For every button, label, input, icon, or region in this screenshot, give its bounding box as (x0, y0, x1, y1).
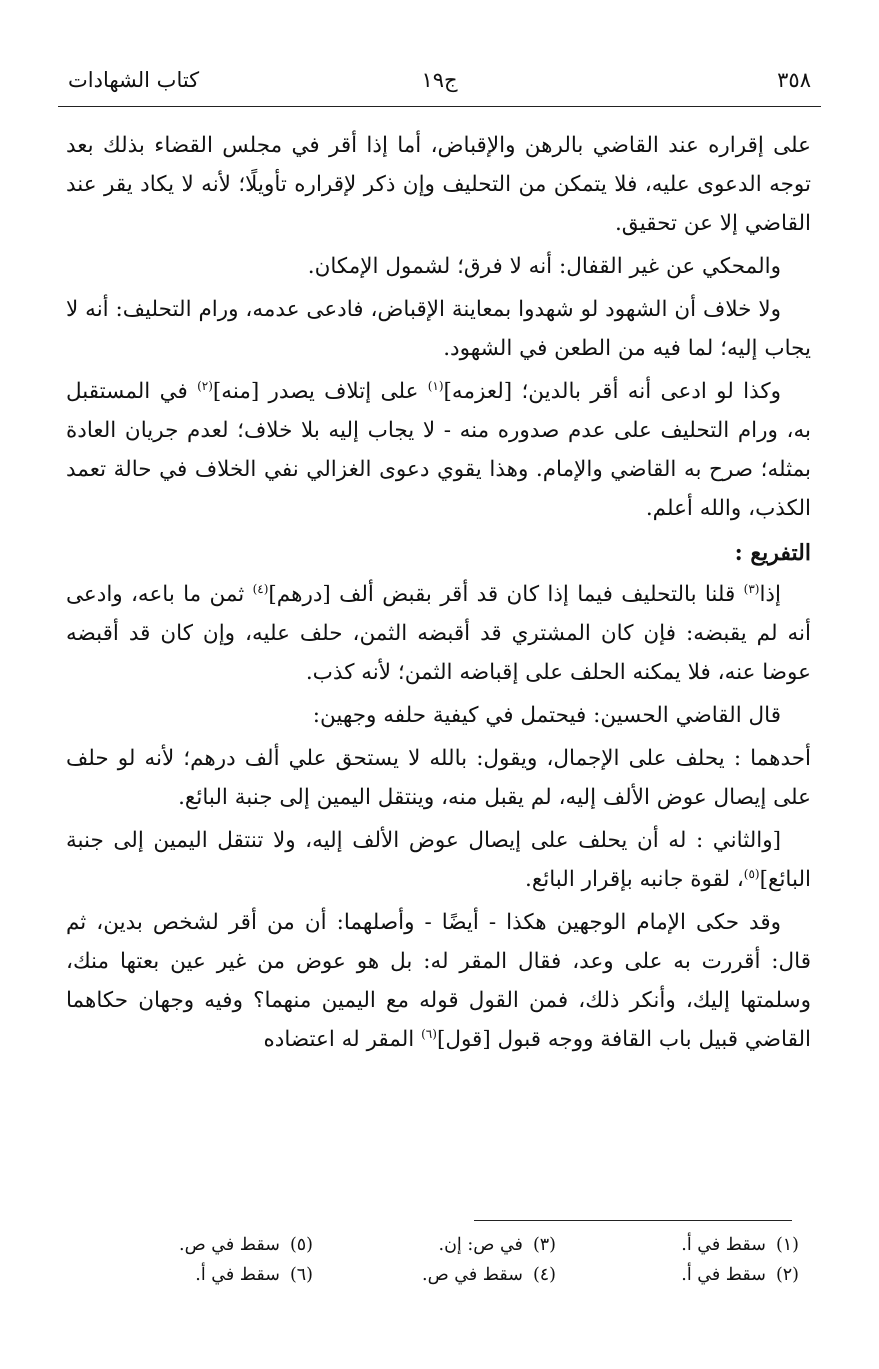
text-run: ثمن ما باعه، وادعى أنه لم يقبضه: فإن كان المشتري قد أقبضه الثمن، حلف عليه، وإن كان قد أقبضه عوضا عنه، فلا يمكنه الحلف على إقباضه الثمن؛ لأنه كذب. (66, 582, 811, 685)
footnote-ref-2[interactable]: (٢) (197, 378, 213, 393)
footnote-ref-1[interactable]: (١) (427, 378, 444, 393)
footnote-number: (٥) (289, 1235, 313, 1255)
paragraph-3: ولا خلاف أن الشهود لو شهدوا بمعاينة الإقباض، فادعى عدمه، ورام التحليف: أنه لا يجاب إليه؛ لما فيه من الطعن في الشهود. (66, 297, 811, 361)
footnote-item (556, 1230, 799, 1260)
section-heading: التفريع : (734, 540, 811, 566)
text-run: وقد حكى الإمام الوجهين هكذا - أيضًا - وأصلهما: أن من أقر لشخص بدين، ثم قال: أقررت به على وعد، فقال المقر له: بل هو عوض من غير عين بعتها منك، وسلمتها إليك، وأنكر ذلك، فمن القول قوله مع اليمين منهما؟ وفيه وجهان حكاهما القاضي قبيل باب القافة ووجه قبول [قول] (66, 910, 811, 1052)
text-run: على إتلاف يصدر [منه] (212, 379, 428, 404)
paragraph-4 (66, 372, 811, 528)
footnote-text: في ص: إن. (438, 1235, 523, 1255)
page-number: ٣٥٨ (777, 68, 811, 92)
paragraph-8 (66, 821, 811, 899)
header-rule (58, 106, 821, 107)
book-title: كتاب الشهادات (68, 68, 200, 92)
paragraph-9 (66, 903, 811, 1059)
text-run: المقر له اعتضاده (263, 1027, 422, 1052)
footnote-text: سقط في ص. (179, 1235, 280, 1255)
footnote-item (70, 1260, 313, 1290)
footnote-rule (474, 1220, 792, 1221)
text-run: ، لقوة جانبه بإقرار البائع. (525, 867, 744, 892)
footnote-ref-4[interactable]: (٤) (252, 581, 269, 596)
footnote-text: سقط في ص. (422, 1265, 523, 1285)
footnote-ref-6[interactable]: (٦) (421, 1026, 437, 1041)
volume-label: ج١٩ (421, 68, 458, 92)
footnote-item (70, 1230, 313, 1260)
text-run: إذا (759, 582, 781, 607)
paragraph-7: أحدهما : يحلف على الإجمال، ويقول: بالله لا يستحق علي ألف درهم؛ لأنه لو حلف على إيصال عوض الألف إليه، لم يقبل منه، وينتقل اليمين إلى جنبة البائع. (66, 746, 811, 810)
text-run: [والثاني : له أن يحلف على إيصال عوض الألف إليه، ولا تنتقل اليمين إلى جنبة البائع] (66, 828, 811, 892)
footnote-item (313, 1260, 556, 1290)
footnote-number: (١) (775, 1235, 799, 1255)
footnotes (70, 1230, 799, 1290)
paragraph-1: على إقراره عند القاضي بالرهن والإقباض، أما إذا أقر في مجلس القضاء بذلك بعد توجه الدعوى عليه، فلا يتمكن من التحليف وإن ذكر لإقراره تأويلًا؛ لأنه لا يكاد يقر عند القاضي إلا عن تحقيق. (66, 133, 811, 236)
footnote-item (313, 1230, 556, 1260)
footnote-text: سقط في أ. (681, 1265, 766, 1285)
footnote-number: (٢) (775, 1265, 799, 1285)
main-text (66, 126, 811, 1063)
paragraph-5 (66, 575, 811, 692)
footnote-number: (٣) (532, 1235, 556, 1255)
footnote-number: (٦) (289, 1265, 313, 1285)
text-run: وكذا لو ادعى أنه أقر بالدين؛ [لعزمه] (443, 379, 781, 404)
footnote-ref-3[interactable]: (٣) (743, 581, 760, 596)
footnote-text: سقط في أ. (195, 1265, 280, 1285)
footnote-item (556, 1260, 799, 1290)
page-header (60, 62, 819, 102)
footnote-text: سقط في أ. (681, 1235, 766, 1255)
text-run: في المستقبل به، ورام التحليف على عدم صدوره منه - لا يجاب إليه بلا خلاف؛ لعدم جريان العادة بمثله؛ صرح به القاضي والإمام. وهذا يقوي دعوى الغزالي نفي الخلاف في حالة تعمد الكذب، والله أعلم. (66, 379, 811, 521)
footnote-number: (٤) (532, 1265, 556, 1285)
paragraph-6: قال القاضي الحسين: فيحتمل في كيفية حلفه وجهين: (312, 703, 781, 728)
paragraph-2: والمحكي عن غير القفال: أنه لا فرق؛ لشمول الإمكان. (307, 254, 781, 279)
text-run: قلنا بالتحليف فيما إذا كان قد أقر بقبض ألف [درهم] (268, 582, 744, 607)
footnote-ref-5[interactable]: (٥) (743, 866, 760, 881)
